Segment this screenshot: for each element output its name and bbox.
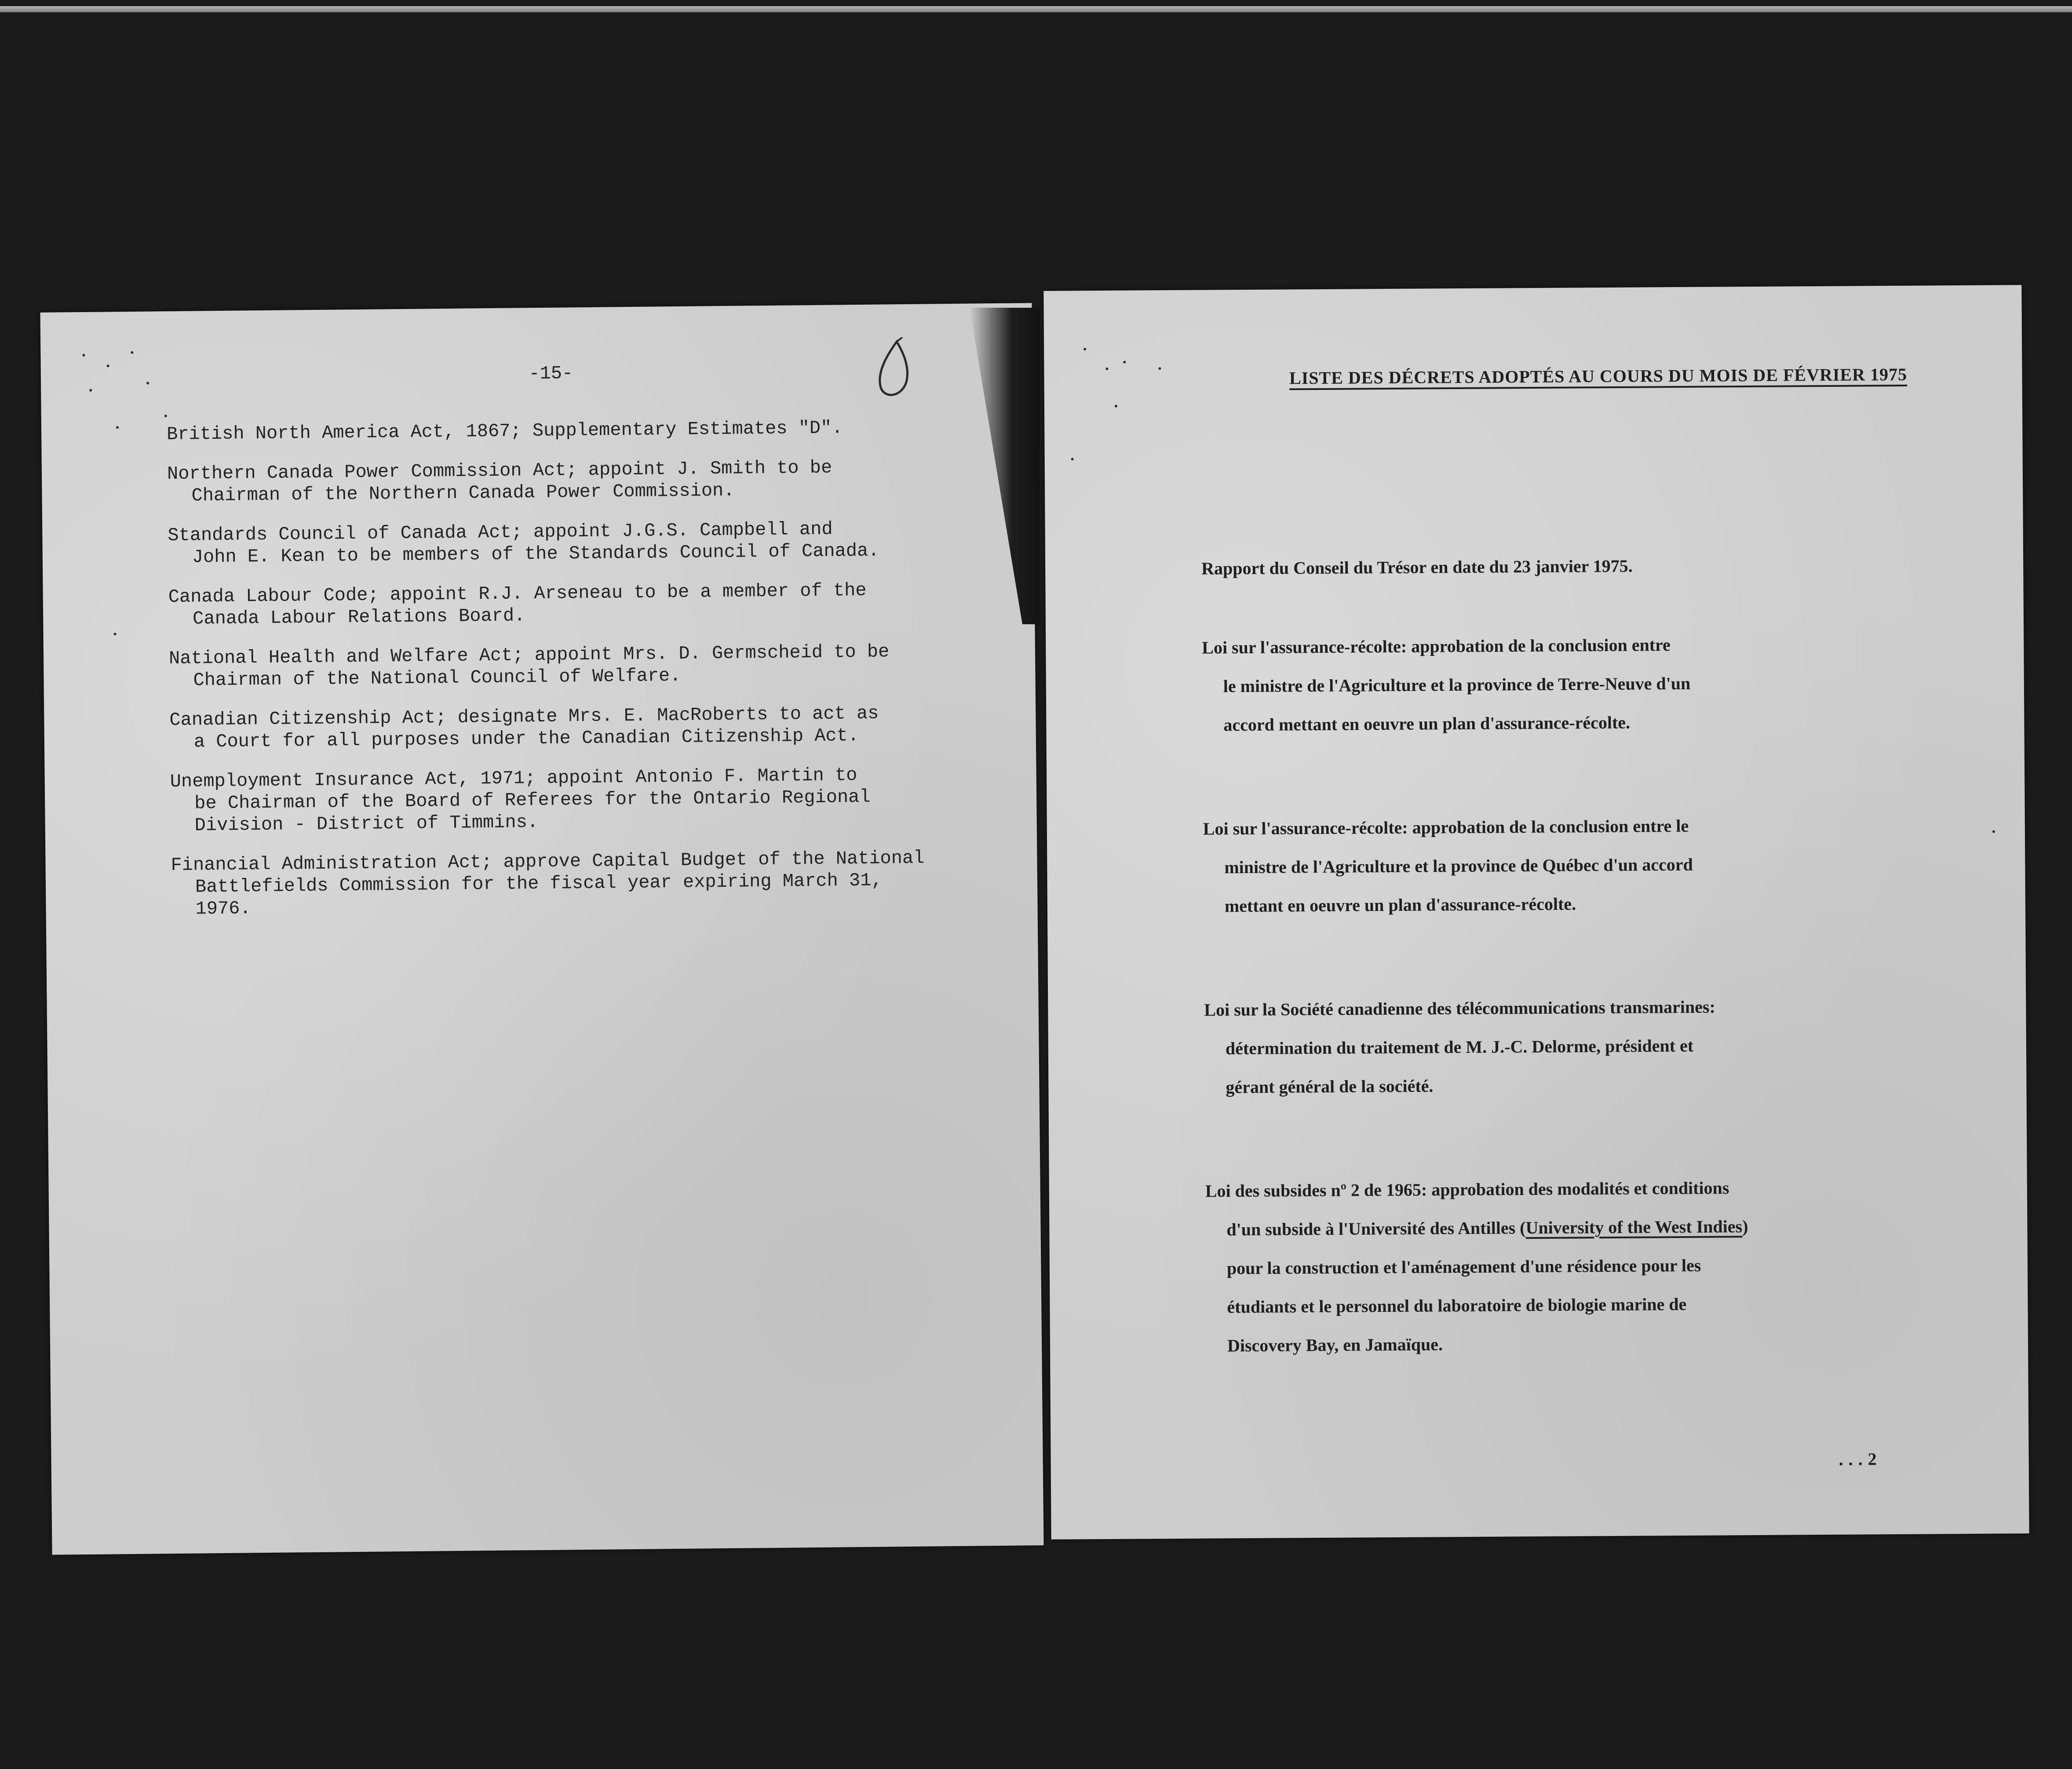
entry-line: Loi des subsides nº 2 de 1965: approbation des modalités et conditions [1205, 1178, 1729, 1201]
speck [1083, 348, 1086, 350]
entry-text: ) [1742, 1216, 1748, 1237]
decree-entry: Canadian Citizenship Act; designate Mrs. E. MacRoberts to act as a Court for all purposes under the Canadian Citizenship Act. [169, 703, 879, 753]
speck [131, 351, 133, 354]
left-page [40, 303, 1043, 1555]
entry-line: Loi sur la Société canadienne des télécommunications transmarines: [1204, 997, 1715, 1020]
entry-line: gérant général de la société. [1226, 1076, 1434, 1097]
decree-list [1202, 624, 1954, 1430]
entry-line: Discovery Bay, en Jamaïque. [1227, 1334, 1443, 1356]
entry-line: étudiants et le personnel du laboratoire de biologie marine de [1227, 1294, 1687, 1317]
speck [1115, 405, 1117, 408]
speck [116, 426, 119, 429]
entry-line: détermination du traitement de M. J.-C. Delorme, président et [1225, 1035, 1694, 1059]
speck [113, 633, 116, 635]
handwritten-mark [869, 337, 918, 404]
decree-entry [1203, 805, 1952, 925]
speck [1992, 830, 1995, 833]
decree-list [167, 415, 1007, 938]
decree-entry [1202, 624, 1950, 744]
speck [1158, 367, 1161, 370]
decree-entry: Unemployment Insurance Act, 1971; appoint Antonio F. Martin to be Chairman of the Board of Referees for the Ontario Regional Division - District of Timmins. [170, 764, 871, 836]
decree-entry: Northern Canada Power Commission Act; appoint J. Smith to be Chairman of the Northern Canada Power Commission. [167, 457, 832, 506]
decree-entry: Canada Labour Code; appoint R.J. Arseneau to be a member of the Canada Labour Relations Board. [168, 579, 867, 630]
decree-entry [1204, 986, 1952, 1107]
speck [82, 354, 85, 357]
right-page [1043, 285, 2029, 1540]
entry-line [1205, 1206, 1953, 1249]
continuation-marker: ...2 [1839, 1449, 1882, 1469]
entry-line: Loi sur l'assurance-récolte: approbation de la conclusion entre le [1203, 815, 1689, 839]
page-title: LISTE DES DÉCRETS ADOPTÉS AU COURS DU MOIS DE FÉVRIER 1975 [1289, 364, 1908, 388]
entry-line: Loi sur l'assurance-récolte: approbation de la conclusion entre [1202, 635, 1671, 658]
decree-entry: Standards Council of Canada Act; appoint J.G.S. Campbell and John E. Kean to be members of the Standards Council of Canada. [168, 518, 879, 568]
speck [164, 415, 167, 417]
entry-text: d'un subside à l'Université des Antilles ( [1226, 1218, 1526, 1240]
decree-entry: British North America Act, 1867; Supplementary Estimates "D". [166, 417, 843, 445]
page-number: -15- [529, 363, 573, 385]
entry-line: mettant en oeuvre un plan d'assurance-récolte. [1224, 894, 1576, 916]
decree-entry: National Health and Welfare Act; appoint Mrs. D. Germscheid to be Chairman of the National Council of Welfare. [168, 641, 890, 691]
entry-line: accord mettant en oeuvre un plan d'assurance-récolte. [1223, 712, 1631, 735]
speck [1105, 368, 1108, 370]
decree-entry [1205, 1167, 1954, 1365]
speck [1123, 361, 1126, 364]
decree-entry: Financial Administration Act; approve Capital Budget of the National Battlefields Commission for the fiscal year expiring March 31, 1976. [171, 847, 925, 920]
film-edge-rule [0, 6, 2072, 12]
entry-line: pour la construction et l'aménagement d'une résidence pour les [1226, 1255, 1701, 1278]
speck [89, 389, 92, 392]
report-line: Rapport du Conseil du Trésor en date du 23 janvier 1975. [1201, 556, 1633, 579]
speck [146, 382, 149, 385]
underlined-institution-name: University of the West Indies [1525, 1216, 1743, 1238]
entry-line: le ministre de l'Agriculture et la province de Terre-Neuve d'un [1223, 673, 1691, 696]
speck [107, 364, 109, 367]
entry-line: ministre de l'Agriculture et la province de Québec d'un accord [1224, 854, 1693, 877]
speck [1071, 458, 1074, 460]
